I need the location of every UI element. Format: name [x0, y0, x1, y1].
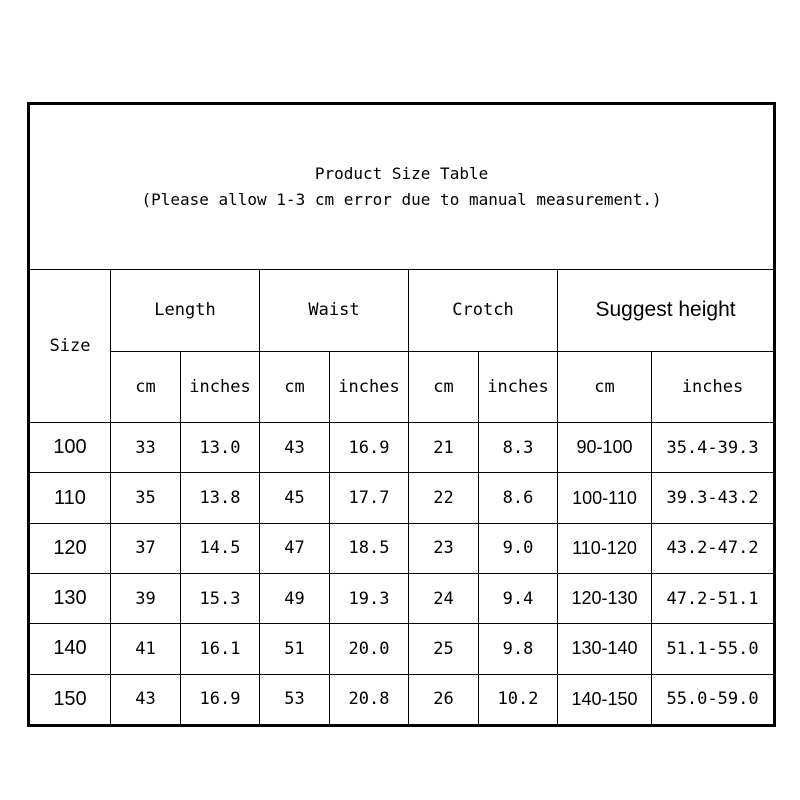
- length-inches-cell: 13.8: [181, 473, 260, 523]
- group-header-row: [29, 270, 775, 352]
- crotch-inches-cell: 9.8: [479, 624, 558, 674]
- waist-inches-header: inches: [330, 351, 409, 422]
- table-title: Product Size Table: [314, 164, 489, 184]
- height-cm-cell: 110-120: [558, 523, 652, 573]
- length-inches-cell: 16.9: [181, 674, 260, 725]
- waist-inches-cell: 20.0: [330, 624, 409, 674]
- crotch-inches-cell: 8.3: [479, 423, 558, 473]
- unit-header-row: [29, 351, 775, 422]
- length-cm-cell: 39: [111, 573, 181, 623]
- size-table: [27, 102, 776, 727]
- size-cell: 130: [29, 573, 111, 623]
- waist-cm-cell: 53: [260, 674, 330, 725]
- waist-cm-cell: 43: [260, 423, 330, 473]
- height-inches-cell: 47.2-51.1: [652, 573, 775, 623]
- length-inches-cell: 16.1: [181, 624, 260, 674]
- height-inches-cell: 55.0-59.0: [652, 674, 775, 725]
- size-column-header: Size: [29, 270, 111, 423]
- crotch-cm-cell: 23: [409, 523, 479, 573]
- waist-cm-header: cm: [260, 351, 330, 422]
- crotch-cm-cell: 26: [409, 674, 479, 725]
- length-cm-cell: 33: [111, 423, 181, 473]
- height-inches-cell: 39.3-43.2: [652, 473, 775, 523]
- crotch-inches-cell: 9.0: [479, 523, 558, 573]
- height-inches-cell: 35.4-39.3: [652, 423, 775, 473]
- length-inches-header: inches: [181, 351, 260, 422]
- length-inches-cell: 13.0: [181, 423, 260, 473]
- waist-column-header: Waist: [260, 270, 409, 352]
- table-row: [29, 624, 775, 674]
- waist-inches-cell: 17.7: [330, 473, 409, 523]
- height-cm-cell: 130-140: [558, 624, 652, 674]
- crotch-cm-cell: 21: [409, 423, 479, 473]
- length-inches-cell: 15.3: [181, 573, 260, 623]
- waist-inches-cell: 18.5: [330, 523, 409, 573]
- waist-inches-cell: 19.3: [330, 573, 409, 623]
- length-cm-cell: 41: [111, 624, 181, 674]
- crotch-cm-header: cm: [409, 351, 479, 422]
- height-inches-header: inches: [652, 351, 775, 422]
- length-cm-cell: 37: [111, 523, 181, 573]
- size-cell: 140: [29, 624, 111, 674]
- crotch-cm-cell: 24: [409, 573, 479, 623]
- crotch-cm-cell: 22: [409, 473, 479, 523]
- height-cm-header: cm: [558, 351, 652, 422]
- height-cm-cell: 100-110: [558, 473, 652, 523]
- waist-cm-cell: 51: [260, 624, 330, 674]
- table-row: [29, 423, 775, 473]
- height-cm-cell: 120-130: [558, 573, 652, 623]
- crotch-cm-cell: 25: [409, 624, 479, 674]
- length-cm-cell: 35: [111, 473, 181, 523]
- length-column-header: Length: [111, 270, 260, 352]
- size-cell: 100: [29, 423, 111, 473]
- waist-cm-cell: 45: [260, 473, 330, 523]
- length-cm-header: cm: [111, 351, 181, 422]
- crotch-inches-cell: 10.2: [479, 674, 558, 725]
- table-row: [29, 573, 775, 623]
- waist-inches-cell: 16.9: [330, 423, 409, 473]
- height-inches-cell: 43.2-47.2: [652, 523, 775, 573]
- height-cm-cell: 90-100: [558, 423, 652, 473]
- waist-inches-cell: 20.8: [330, 674, 409, 725]
- table-caption: [29, 104, 775, 270]
- table-row: [29, 473, 775, 523]
- size-cell: 150: [29, 674, 111, 725]
- crotch-inches-cell: 9.4: [479, 573, 558, 623]
- table-row: [29, 523, 775, 573]
- length-cm-cell: 43: [111, 674, 181, 725]
- suggest-height-column-header: Suggest height: [558, 270, 775, 352]
- waist-cm-cell: 47: [260, 523, 330, 573]
- title-row: [29, 104, 775, 270]
- crotch-column-header: Crotch: [409, 270, 558, 352]
- crotch-inches-header: inches: [479, 351, 558, 422]
- size-cell: 110: [29, 473, 111, 523]
- table-subtitle: (Please allow 1-3 cm error due to manual measurement.): [141, 190, 662, 210]
- height-cm-cell: 140-150: [558, 674, 652, 725]
- waist-cm-cell: 49: [260, 573, 330, 623]
- crotch-inches-cell: 8.6: [479, 473, 558, 523]
- height-inches-cell: 51.1-55.0: [652, 624, 775, 674]
- size-cell: 120: [29, 523, 111, 573]
- length-inches-cell: 14.5: [181, 523, 260, 573]
- table-row: [29, 674, 775, 725]
